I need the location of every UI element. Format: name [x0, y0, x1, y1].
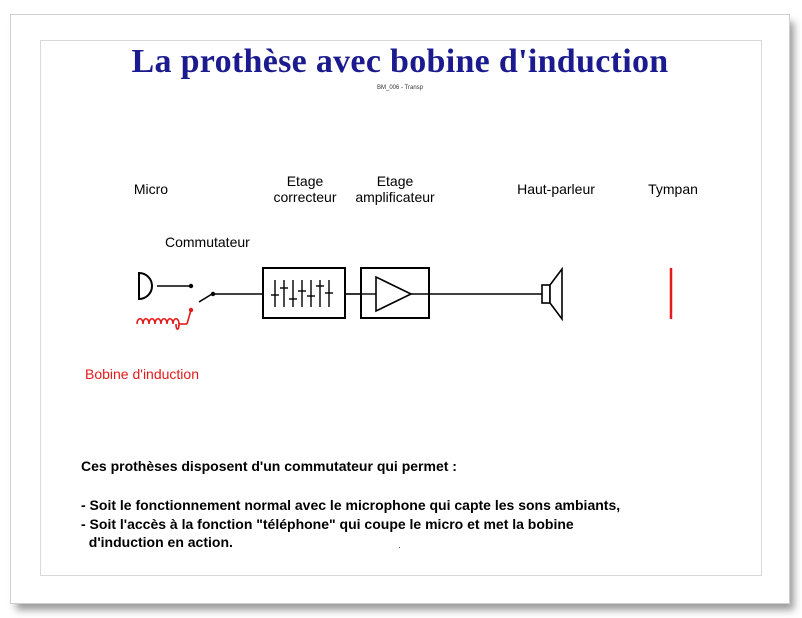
slide	[10, 14, 790, 604]
label-micro: Micro	[133, 181, 169, 197]
body-item-2-line-1: - Soit l'accès à la fonction "téléphone" qui coupe le micro et met la bobine	[81, 516, 574, 532]
coil-contact-dot	[189, 308, 193, 312]
label-bobine-induction: Bobine d'induction	[85, 366, 199, 382]
slide-reference: BM_006 - Transp	[376, 85, 424, 91]
label-commutateur: Commutateur	[165, 234, 250, 250]
micro-contact-dot	[189, 284, 193, 288]
hearing-aid-diagram	[11, 15, 789, 603]
label-etage-amplificateur-line1: Etage	[376, 173, 414, 189]
slide-title: La prothèse avec bobine d'induction	[131, 43, 669, 80]
label-haut-parleur: Haut-parleur	[517, 181, 595, 197]
label-etage-correcteur-line1: Etage	[286, 173, 324, 189]
induction-coil-icon	[137, 310, 191, 329]
microphone-icon	[139, 272, 189, 300]
amplifier-box	[361, 268, 429, 318]
body-item-1: - Soit le fonctionnement normal avec le microphone qui capte les sons ambiants,	[81, 497, 621, 513]
switch-icon	[199, 294, 263, 302]
stray-dot	[399, 547, 400, 548]
label-etage-correcteur-line2: correcteur	[273, 189, 337, 205]
speaker-icon	[542, 269, 562, 319]
body-intro: Ces prothèses disposent d'un commutateur qui permet :	[81, 458, 457, 474]
equalizer-box	[263, 268, 345, 318]
body-item-2-line-2: d'induction en action.	[81, 534, 233, 550]
label-etage-amplificateur-line2: amplificateur	[355, 189, 435, 205]
switch-pivot-dot	[211, 292, 215, 296]
label-tympan: Tympan	[648, 181, 698, 197]
